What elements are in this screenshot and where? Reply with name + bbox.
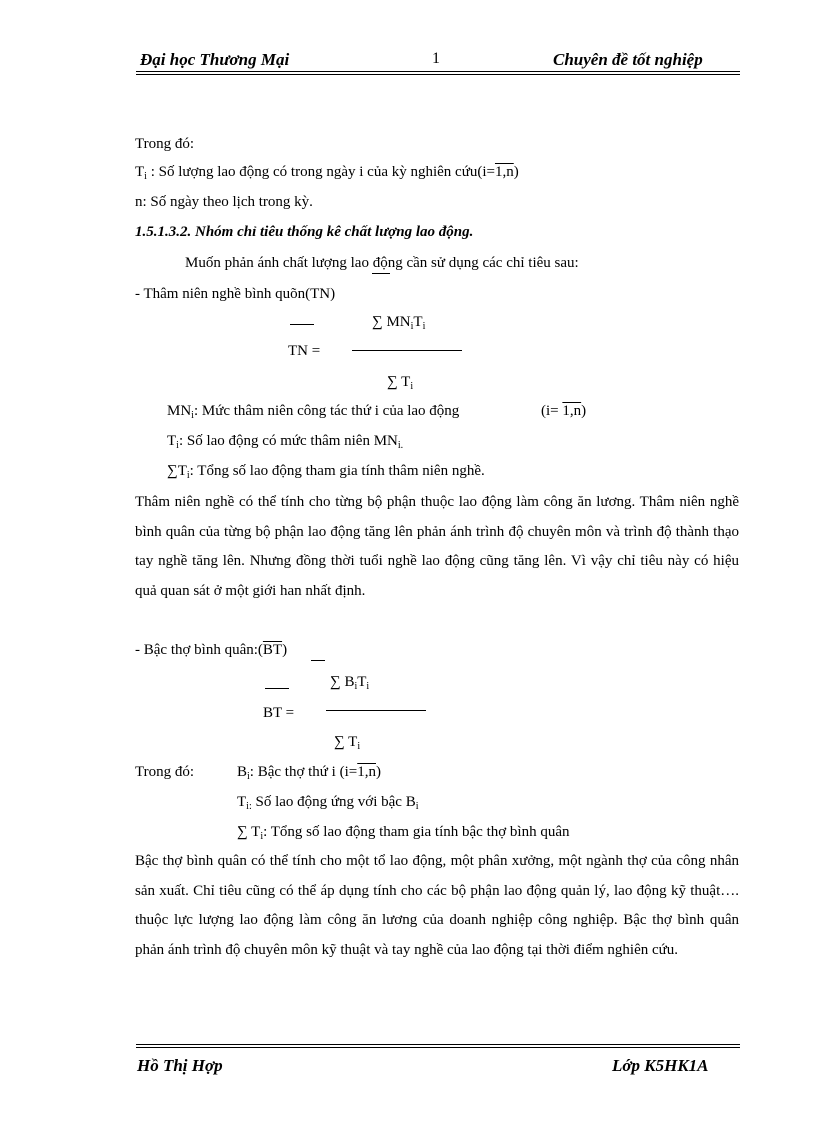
footer-author: Hồ Thị Hợp <box>137 1056 223 1075</box>
trong-do-label-1: Trong đó: <box>135 136 195 152</box>
header-document-type: Chuyên đề tốt nghiệp <box>553 50 703 69</box>
tn-fraction-bar <box>352 350 462 351</box>
trong-do-label-2: Trong đó: <box>135 764 195 780</box>
n-definition: n: Số ngày theo lịch trong kỳ. <box>135 194 313 210</box>
bt-title: - Bậc thợ bình $quân:(\overline{BT})$ <box>135 642 288 658</box>
bt-title-trailing-rule <box>311 660 325 661</box>
footer-class: Lớp K5HK1A <box>612 1056 709 1075</box>
tn-lhs: TN = <box>288 343 321 359</box>
intro-sentence: Muốn phản ánh chất lượng lao động cần sử dụng các chỉ tiêu sau: <box>185 255 579 271</box>
tn-title: - Thâm niên nghề bình quõn(TN) <box>135 286 336 302</box>
sum-ti-definition-2: ∑ $T_i$: Tổng số lao động tham gia tính bậc thợ bình quân <box>237 824 570 842</box>
bt-overbar <box>265 688 289 689</box>
bi-definition: $B_i$: Bậc thợ thứ i (i=1,n) <box>237 764 381 782</box>
bt-numerator: ∑ $B_iT_i$ <box>330 674 370 692</box>
page-number: 1 <box>432 50 440 67</box>
ti-definition-3: $T_{i:}$ Số lao động ứng với bậc $B_i$ <box>237 794 419 812</box>
bt-lhs: BT = <box>263 705 295 721</box>
header-school-name: Đại học Thương Mại <box>140 50 290 69</box>
ti-definition-2: $T_i$: Số lao động có mức thâm niên $MN_{i.}$ <box>167 433 404 451</box>
header-rule-bottom <box>136 74 740 75</box>
footer-rule-bottom <box>136 1047 740 1048</box>
sum-ti-definition: $\sum T_i$: Tổng số lao động tham gia tính thâm niên nghề. <box>167 463 485 481</box>
ti-definition: $T_i$ : Số lượng lao động có trong ngày i của kỳ nghiên cứu(i=1,n) <box>135 164 519 182</box>
section-heading: 1.5.1.3.2. Nhóm chỉ tiêu thống kê chất lượng lao động. <box>135 224 474 240</box>
tn-denominator: ∑ $T_i$ <box>387 374 414 392</box>
mn-range: (i= 1,n) <box>541 403 587 419</box>
header-rule-top <box>136 71 740 72</box>
mn-definition: $MN_i$: Mức thâm niên công tác thứ i của lao động <box>167 403 460 421</box>
paragraph-tham-nien: Thâm niên nghề có thể tính cho từng bộ phận thuộc lao động làm công ăn lương. Thâm niên nghề bình quân của từng bộ phận lao động tăng lên phản ánh trình độ chuyên môn và trình độ thành thạo tay nghề tăng lên. Nhưng đồng thời tuổi nghề lao động cũng tăng lên. Vì vậy chỉ tiêu này có hiệu quả quan sát ở một giới han nhất định. <box>135 494 739 599</box>
paragraph-bac-tho: Bậc thợ bình quân có thể tính cho một tổ lao động, một phân xưởng, một ngành thợ của công nhân sản xuất. Chỉ tiêu cũng có thể áp dụng tính cho các bộ phận lao động quản lý, lao động kỹ thuật…. thuộc lực lượng lao động làm công ăn lương của doanh nghiệp công nghiệp. Bậc thợ bình quân phản ánh trình độ chuyên môn kỹ thuật và tay nghề của lao động tại thời điểm nghiên cứu. <box>135 853 739 958</box>
bt-denominator: ∑ $T_i$ <box>334 734 361 752</box>
footer-rule-top <box>136 1044 740 1045</box>
intro-underline-mark <box>372 273 390 274</box>
tn-overbar <box>290 324 314 325</box>
bt-fraction-bar <box>326 710 426 711</box>
tn-numerator: ∑ $MN_iT_i$ <box>372 314 426 332</box>
